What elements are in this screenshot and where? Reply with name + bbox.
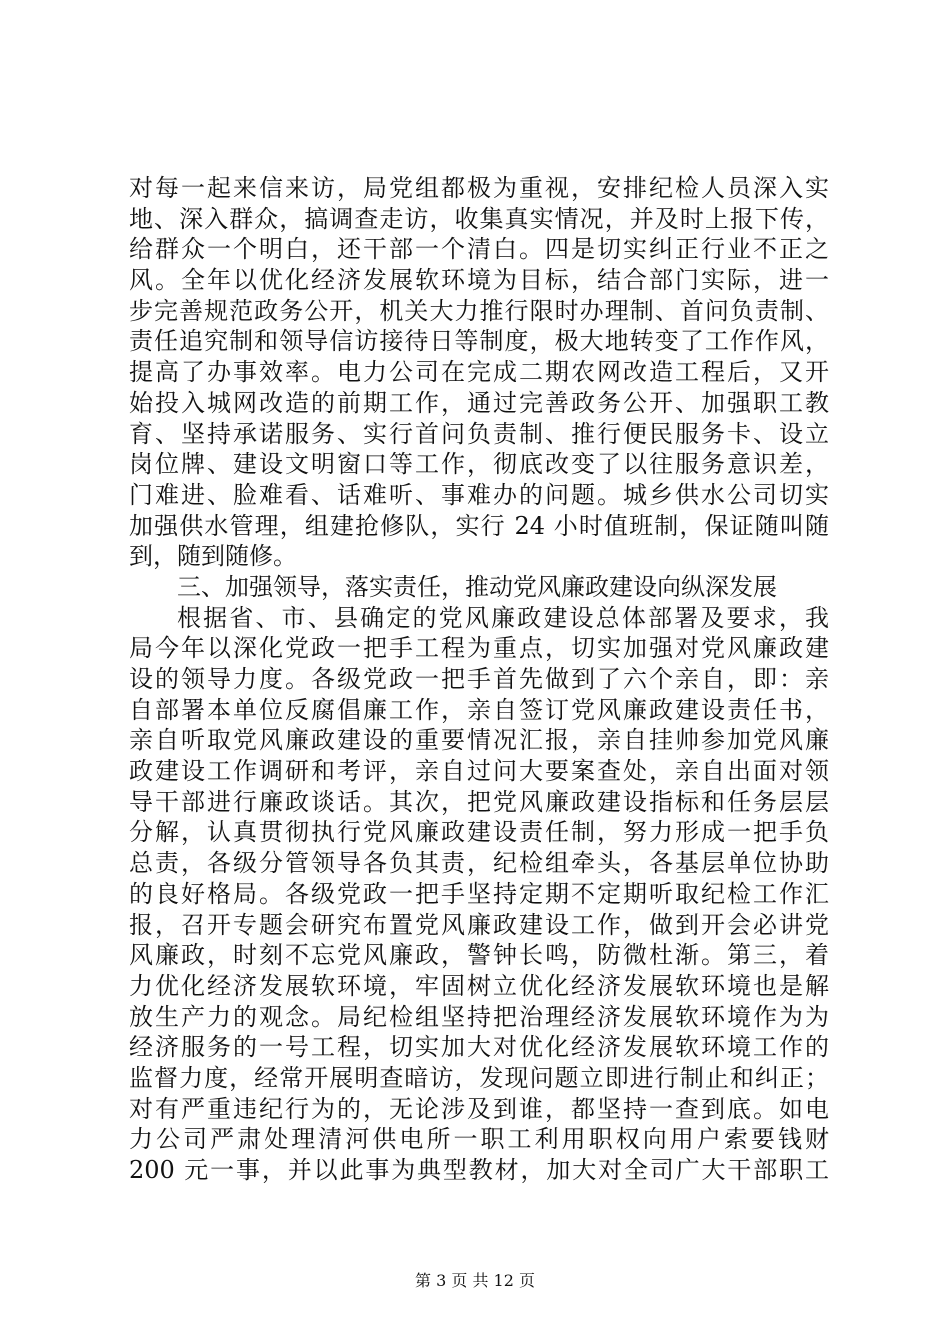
body-line: 始投入城网改造的前期工作，通过完善政务公开、加强职工教 [129, 388, 829, 417]
body-line: 分解，认真贯彻执行党风廉政建设责任制，努力形成一把手负 [129, 818, 829, 847]
body-line: 报，召开专题会研究布置党风廉政建设工作，做到开会必讲党 [129, 910, 829, 939]
body-line: 力优化经济发展软环境，牢固树立优化经济发展软环境也是解 [129, 971, 829, 1000]
body-line: 放生产力的观念。局纪检组坚持把治理经济发展软环境作为为 [129, 1002, 829, 1031]
body-line: 风。全年以优化经济发展软环境为目标，结合部门实际，进一 [129, 266, 829, 295]
body-line: 设的领导力度。各级党政一把手首先做到了六个亲自，即：亲 [129, 665, 829, 693]
body-line: 亲自听取党风廉政建设的重要情况汇报，亲自挂帅参加党风廉 [129, 726, 829, 755]
body-line: 政建设工作调研和考评，亲自过问大要案查处，亲自出面对领 [129, 757, 829, 786]
body-line: 200 元一事，并以此事为典型教材，加大对全司广大干部职工 [129, 1156, 829, 1184]
body-line: 经济服务的一号工程，切实加大对优化经济发展软环境工作的 [129, 1033, 829, 1062]
body-line: 局今年以深化党政一把手工程为重点，切实加强对党风廉政建 [129, 634, 829, 663]
body-line: 自部署本单位反腐倡廉工作，亲自签订党风廉政建设责任书， [129, 695, 829, 724]
document-body [129, 173, 829, 1186]
body-line: 门难进、脸难看、话难听、事难办的问题。城乡供水公司切实 [129, 480, 829, 509]
body-line: 地、深入群众，搞调查走访，收集真实情况，并及时上报下传， [129, 204, 829, 233]
body-line: 根据省、市、县确定的党风廉政建设总体部署及要求，我 [177, 603, 829, 632]
body-line: 加强供水管理，组建抢修队，实行 24 小时值班制，保证随叫随 [129, 511, 829, 540]
body-line: 步完善规范政务公开，机关大力推行限时办理制、首问负责制、 [129, 296, 829, 325]
body-line: 对每一起来信来访，局党组都极为重视，安排纪检人员深入实 [129, 174, 829, 202]
body-line: 对有严重违纪行为的，无论涉及到谁，都坚持一查到底。如电 [129, 1094, 829, 1123]
body-line: 的良好格局。各级党政一把手坚持定期不定期听取纪检工作汇 [129, 879, 829, 908]
section-heading: 三、加强领导，落实责任，推动党风廉政建设向纵深发展 [177, 572, 777, 601]
body-line: 导干部进行廉政谈话。其次，把党风廉政建设指标和任务层层 [129, 787, 829, 816]
body-line: 到，随到随修。 [129, 542, 297, 571]
body-line: 责任追究制和领导信访接待日等制度，极大地转变了工作作风， [129, 327, 829, 356]
body-line: 总责，各级分管领导各负其责，纪检组牵头，各基层单位协助 [129, 849, 829, 878]
body-line: 力公司严肃处理清河供电所一职工利用职权向用户索要钱财 [129, 1125, 829, 1154]
body-line: 岗位牌、建设文明窗口等工作，彻底改变了以往服务意识差， [129, 450, 829, 479]
body-line: 给群众一个明白，还干部一个清白。四是切实纠正行业不正之 [129, 235, 829, 264]
body-line: 监督力度，经常开展明查暗访，发现问题立即进行制止和纠正； [129, 1063, 829, 1092]
page-footer [0, 1271, 950, 1291]
body-line: 风廉政，时刻不忘党风廉政，警钟长鸣，防微杜渐。第三，着 [129, 941, 829, 970]
body-line: 育、坚持承诺服务、实行首问负责制、推行便民服务卡、设立 [129, 419, 829, 448]
body-line: 提高了办事效率。电力公司在完成二期农网改造工程后，又开 [129, 358, 829, 387]
page-number-label: 第 3 页 共 12 页 [415, 1271, 535, 1290]
